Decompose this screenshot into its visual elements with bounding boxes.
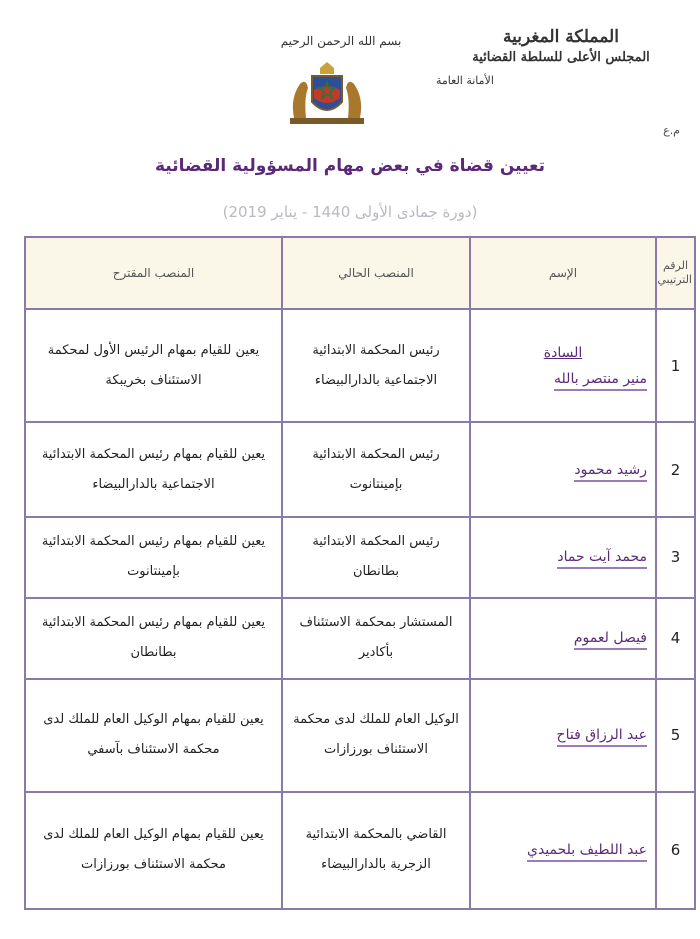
current-post: القاضي بالمحكمة الابتدائية الزجرية بالدارالبيضاء — [282, 792, 470, 909]
current-post: رئيس المحكمة الابتدائية بإمينتانوت — [282, 422, 470, 517]
council-name: المجلس الأعلى للسلطة القضائية — [472, 50, 650, 65]
proposed-post: يعين للقيام بمهام رئيس المحكمة الابتدائية بطانطان — [25, 598, 282, 679]
row-number: 6 — [656, 792, 695, 909]
judge-name-cell — [470, 679, 656, 792]
basmala: بسم الله الرحمن الرحيم — [280, 34, 402, 48]
current-post: رئيس المحكمة الابتدائية بطانطان — [282, 517, 470, 598]
judge-name: منير منتصر بالله — [554, 371, 647, 391]
proposed-post: يعين للقيام بمهام الوكيل العام للملك لدى محكمة الاستئناف بورزازات — [25, 792, 282, 909]
column-header-current: المنصب الحالي — [282, 237, 470, 309]
judge-name-cell — [470, 517, 656, 598]
row-number: 1 — [656, 309, 695, 422]
coat-of-arms-icon — [284, 60, 370, 132]
appointments-table — [24, 236, 696, 910]
table-row — [25, 309, 695, 422]
current-post: المستشار بمحكمة الاستئناف بأكادير — [282, 598, 470, 679]
column-header-name: الإسم — [470, 237, 656, 309]
judge-name-cell — [470, 598, 656, 679]
table-row — [25, 422, 695, 517]
row-number: 5 — [656, 679, 695, 792]
proposed-post: يعين للقيام بمهام الرئيس الأول لمحكمة الاستئناف بخريبكة — [25, 309, 282, 422]
proposed-post: يعين للقيام بمهام رئيس المحكمة الابتدائية الاجتماعية بالدارالبيضاء — [25, 422, 282, 517]
secretariat-name: الأمانة العامة — [436, 74, 494, 87]
current-post: رئيس المحكمة الابتدائية الاجتماعية بالدارالبيضاء — [282, 309, 470, 422]
judge-name: فيصل لعموم — [574, 630, 647, 650]
proposed-post: يعين للقيام بمهام رئيس المحكمة الابتدائية بإمينتانوت — [25, 517, 282, 598]
judge-name-cell — [470, 422, 656, 517]
table-header-row — [25, 237, 695, 309]
row-number: 3 — [656, 517, 695, 598]
document-title: تعيين قضاة في بعض مهام المسؤولية القضائية — [154, 156, 546, 176]
judge-name: محمد آيت حماد — [557, 549, 647, 569]
letterhead — [436, 26, 686, 94]
judge-name: رشيد محمود — [574, 462, 647, 482]
judge-name: عبد اللطيف بلحميدي — [527, 842, 647, 862]
table-row — [25, 598, 695, 679]
row-number: 2 — [656, 422, 695, 517]
table-row — [25, 679, 695, 792]
table-row — [25, 517, 695, 598]
judge-name-cell — [470, 309, 656, 422]
session-subtitle: (دورة جمادى الأولى 1440 - يناير 2019) — [222, 203, 478, 221]
judge-name: عبد الرزاق فتاح — [557, 727, 647, 747]
table-row — [25, 792, 695, 909]
row-number: 4 — [656, 598, 695, 679]
kingdom-name: المملكة المغربية — [503, 27, 619, 47]
column-header-proposed: المنصب المقترح — [25, 237, 282, 309]
column-header-num: الرقم الترتيبي — [656, 237, 695, 309]
current-post: الوكيل العام للملك لدى محكمة الاستئناف بورزازات — [282, 679, 470, 792]
judge-name-cell — [470, 792, 656, 909]
reference-mark: م.ع — [663, 124, 680, 137]
honorific-label: السادة — [543, 344, 583, 361]
proposed-post: يعين للقيام بمهام الوكيل العام للملك لدى محكمة الاستئناف بآسفي — [25, 679, 282, 792]
